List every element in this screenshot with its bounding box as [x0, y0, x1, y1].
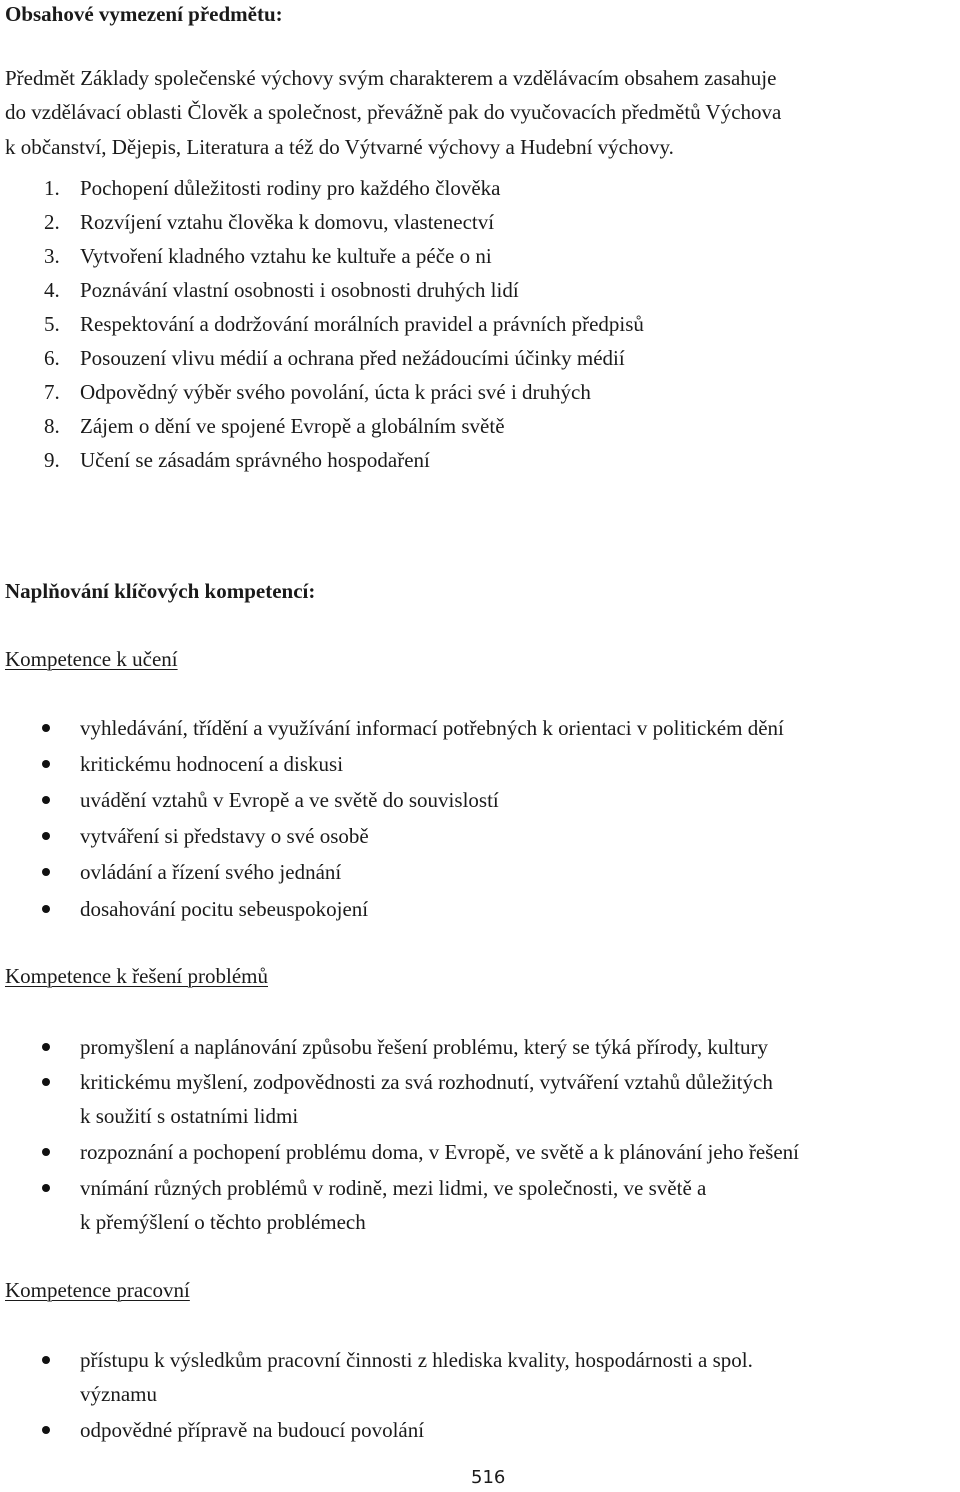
- list-item: přístupu k výsledkům pracovní činnosti z hlediska kvality, hospodárnosti a spol.: [80, 1348, 753, 1372]
- subsection-title-learning: Kompetence k učení: [5, 647, 178, 671]
- list-item-continuation: významu: [80, 1382, 157, 1406]
- section-heading-competences: Naplňování klíčových kompetencí:: [5, 579, 316, 603]
- bullet-icon: [42, 796, 50, 804]
- section-heading-content: Obsahové vymezení předmětu:: [5, 2, 283, 26]
- list-item: rozpoznání a pochopení problému doma, v Evropě, ve světě a k plánování jeho řešení: [80, 1140, 800, 1164]
- list-item: kritickému myšlení, zodpovědnosti za svá rozhodnutí, vytváření vztahů důležitých: [80, 1070, 773, 1094]
- list-item: vytváření si představy o své osobě: [80, 824, 369, 848]
- bullet-icon: [42, 905, 50, 913]
- bullet-icon: [42, 868, 50, 876]
- bullet-icon: [42, 760, 50, 768]
- bullet-icon: [42, 1356, 50, 1364]
- goal-number: 1.: [44, 176, 60, 200]
- list-item-continuation: k soužití s ostatními lidmi: [80, 1104, 299, 1128]
- goal-text: Respektování a dodržování morálních pravidel a právních předpisů: [80, 312, 644, 336]
- list-item: promyšlení a naplánování způsobu řešení problému, který se týká přírody, kultury: [80, 1035, 768, 1059]
- goal-text: Pochopení důležitosti rodiny pro každého člověka: [80, 176, 501, 200]
- list-item: odpovědné přípravě na budoucí povolání: [80, 1418, 425, 1442]
- goal-number: 5.: [44, 312, 60, 336]
- list-item: ovládání a řízení svého jednání: [80, 860, 342, 884]
- intro-line-2: do vzdělávací oblasti Člověk a společnost, převážně pak do vyučovacích předmětů Výchova: [5, 100, 782, 124]
- bullet-icon: [42, 1184, 50, 1192]
- goal-number: 9.: [44, 448, 60, 472]
- goal-number: 8.: [44, 414, 60, 438]
- goal-number: 3.: [44, 244, 60, 268]
- bullet-icon: [42, 832, 50, 840]
- goal-text: Vytvoření kladného vztahu ke kultuře a péče o ni: [80, 244, 492, 268]
- bullet-icon: [42, 1426, 50, 1434]
- list-item: vnímání různých problémů v rodině, mezi lidmi, ve společnosti, ve světě a: [80, 1176, 707, 1200]
- intro-line-1: Předmět Základy společenské výchovy svým charakterem a vzdělávacím obsahem zasahuje: [5, 66, 777, 90]
- intro-line-3: k občanství, Dějepis, Literatura a též do Výtvarné výchovy a Hudební výchovy.: [5, 135, 674, 159]
- goal-text: Posouzení vlivu médií a ochrana před nežádoucími účinky médií: [80, 346, 625, 370]
- list-item: dosahování pocitu sebeuspokojení: [80, 897, 369, 921]
- page-number: 516: [471, 1467, 506, 1488]
- bullet-icon: [42, 1043, 50, 1051]
- goal-text: Odpovědný výběr svého povolání, úcta k práci své i druhých: [80, 380, 591, 404]
- goal-number: 4.: [44, 278, 60, 302]
- goal-text: Poznávání vlastní osobnosti i osobnosti druhých lidí: [80, 278, 519, 302]
- goal-text: Zájem o dění ve spojené Evropě a globálním světě: [80, 414, 505, 438]
- list-item-continuation: k přemýšlení o těchto problémech: [80, 1210, 366, 1234]
- goal-number: 6.: [44, 346, 60, 370]
- list-item: uvádění vztahů v Evropě a ve světě do souvislostí: [80, 788, 499, 812]
- bullet-icon: [42, 1148, 50, 1156]
- list-item: vyhledávání, třídění a využívání informací potřebných k orientaci v politickém dění: [80, 716, 784, 740]
- bullet-icon: [42, 1078, 50, 1086]
- list-item: kritickému hodnocení a diskusi: [80, 752, 344, 776]
- goal-text: Učení se zásadám správného hospodaření: [80, 448, 430, 472]
- subsection-title-work: Kompetence pracovní: [5, 1278, 190, 1302]
- subsection-title-problem-solving: Kompetence k řešení problémů: [5, 964, 268, 988]
- bullet-icon: [42, 724, 50, 732]
- goal-text: Rozvíjení vztahu člověka k domovu, vlastenectví: [80, 210, 495, 234]
- goal-number: 7.: [44, 380, 60, 404]
- goal-number: 2.: [44, 210, 60, 234]
